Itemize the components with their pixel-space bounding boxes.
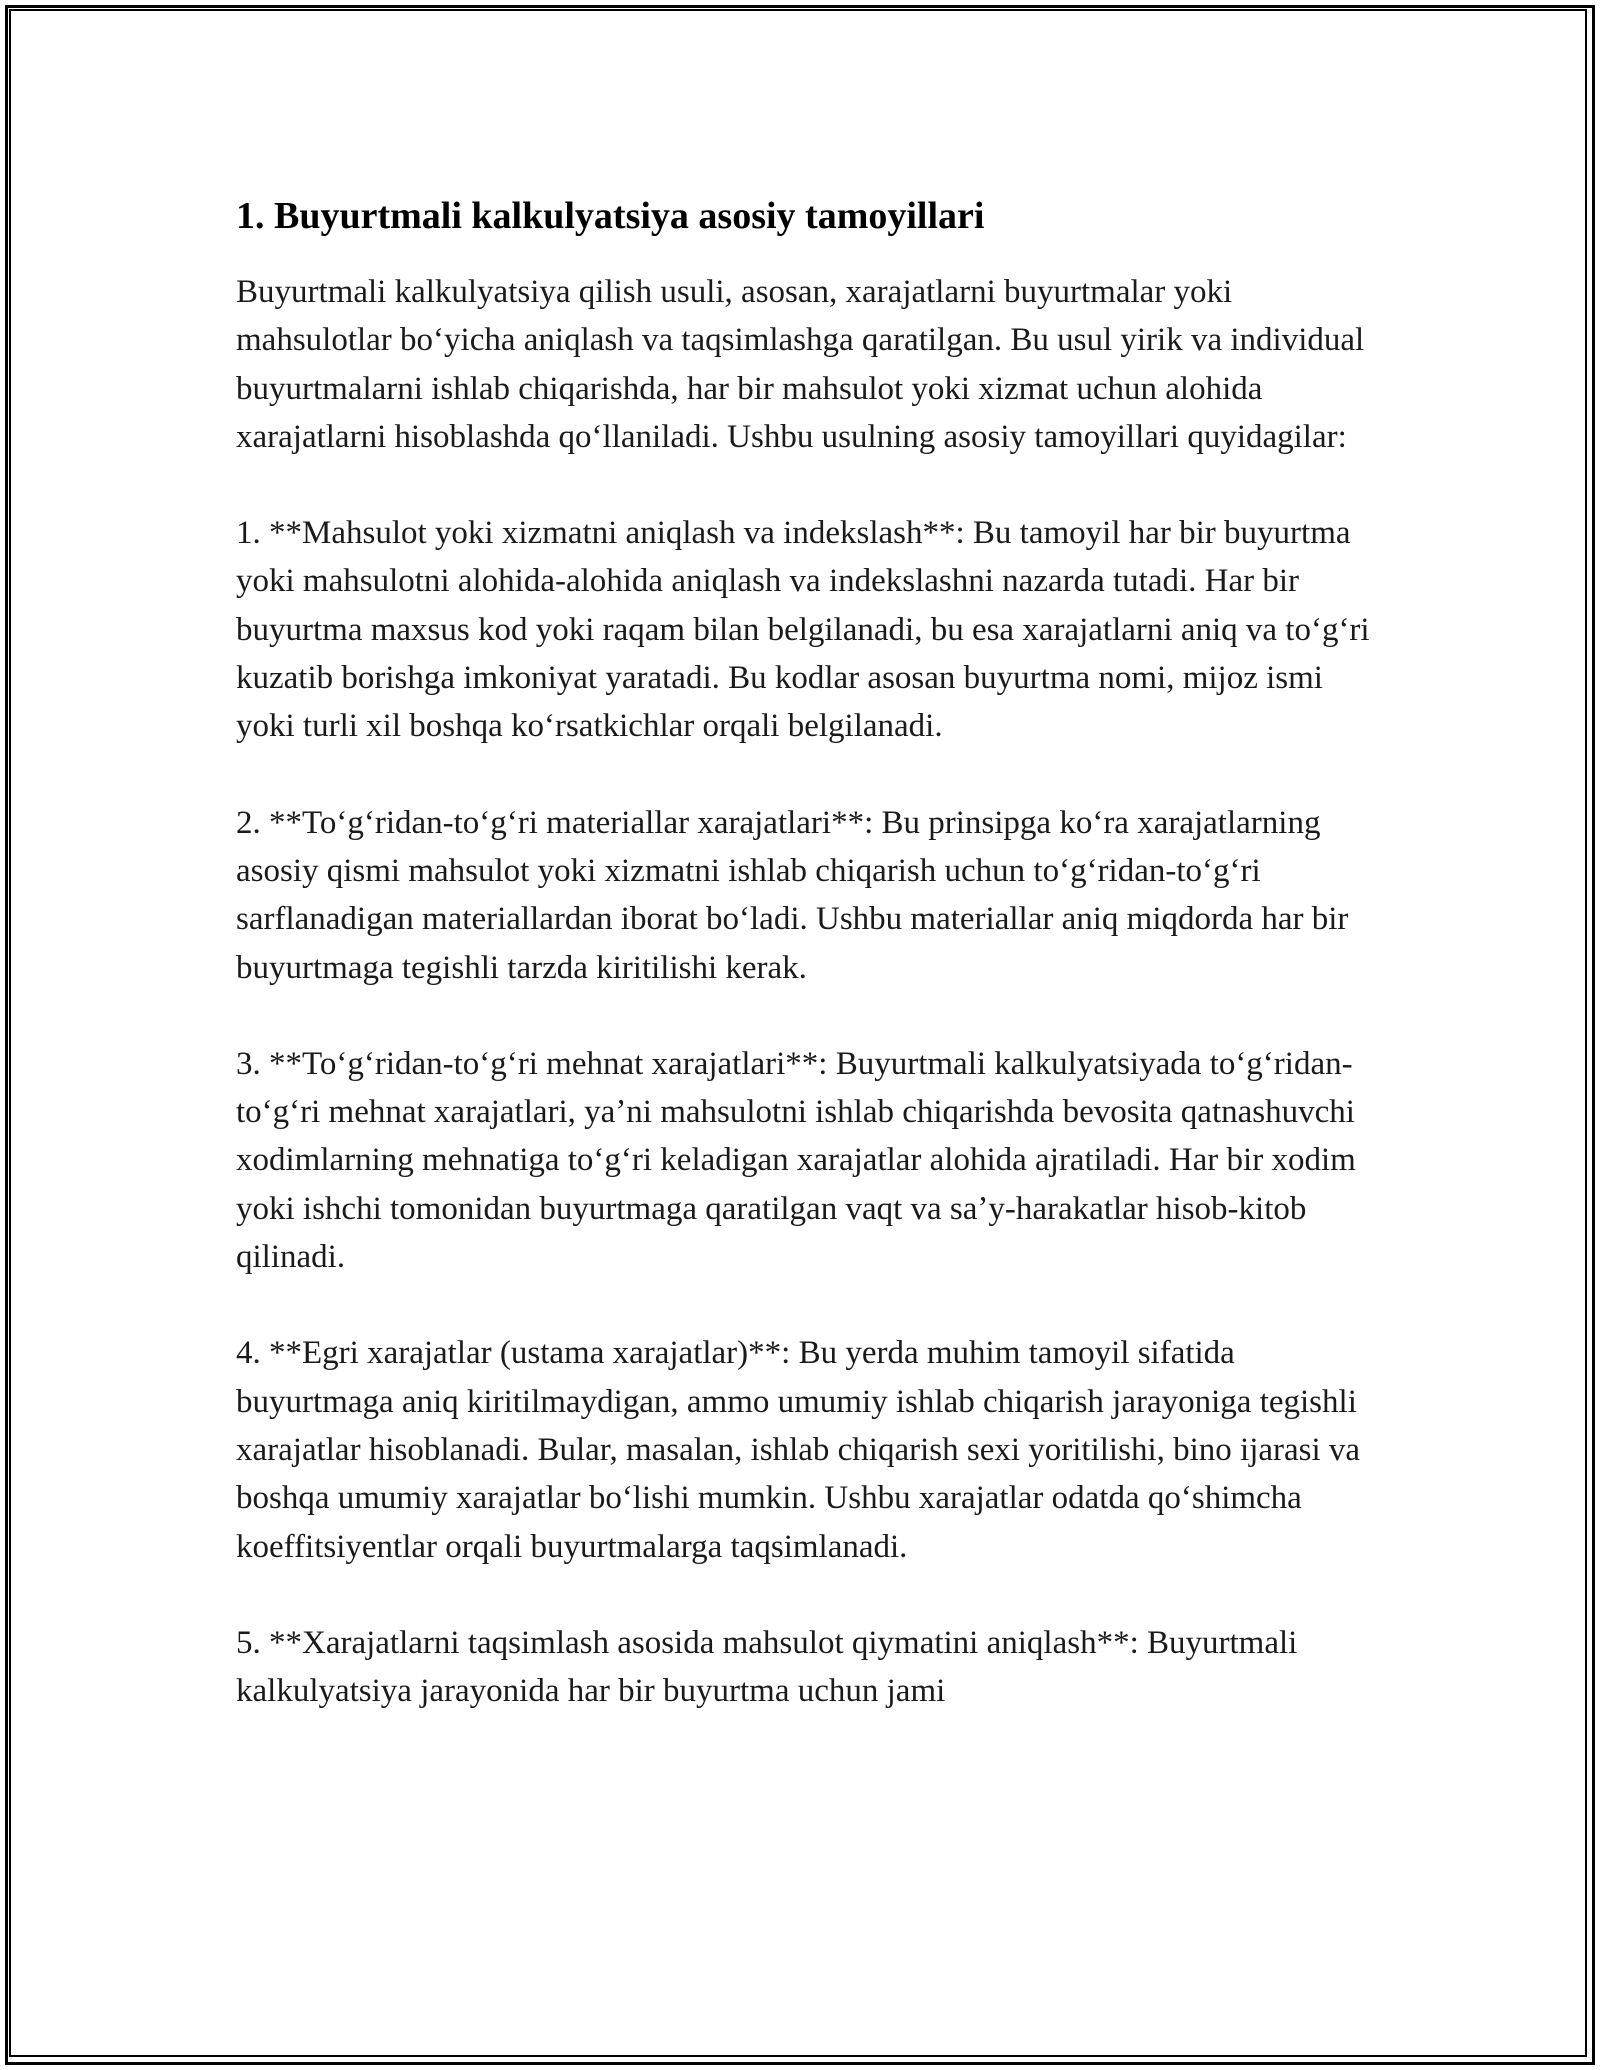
- principle-5-paragraph: 5. **Xarajatlarni taqsimlash asosida mahsulot qiymatini aniqlash**: Buyurtmali kalkulyatsiya jarayonida har bir buyurtma uchun jami: [236, 1624, 1298, 1710]
- principle-3-paragraph: 3. **Toʻgʻridan-toʻgʻri mehnat xarajatlari**: Buyurtmali kalkulyatsiyada toʻgʻridan-toʻgʻri mehnat xarajatlari, yaʼni mahsulotni ishlab chiqarishda bevosita qatnashuvchi xodimlarning mehnatiga toʻgʻri keladigan xarajatlar alohida ajratiladi. Har bir xodim yoki ishchi tomonidan buyurtmaga qaratilgan vaqt va saʼy-harakatlar hisob-kitob qilinadi.: [236, 1045, 1356, 1276]
- principle-4-paragraph: 4. **Egri xarajatlar (ustama xarajatlar)**: Bu yerda muhim tamoyil sifatida buyurtmaga aniq kiritilmaydigan, ammo umumiy ishlab chiqarish jarayoniga tegishli xarajatlar hisoblanadi. Bular, masalan, ishlab chiqarish sexi yoritilishi, bino ijarasi va boshqa umumiy xarajatlar boʻlishi mumkin. Ushbu xarajatlar odatda qoʻshimcha koeffitsiyentlar orqali buyurtmalarga taqsimlanadi.: [236, 1335, 1361, 1565]
- principle-2-paragraph: 2. **Toʻgʻridan-toʻgʻri materiallar xarajatlari**: Bu prinsipga koʻra xarajatlarning asosiy qismi mahsulot yoki xizmatni ishlab chiqarish uchun toʻgʻridan-toʻgʻri sarflanadigan materiallardan iborat boʻladi. Ushbu materiallar aniq miqdorda har bir buyurtmaga tegishli tarzda kiritilishi kerak.: [236, 804, 1349, 986]
- intro-paragraph: Buyurtmali kalkulyatsiya qilish usuli, asosan, xarajatlarni buyurtmalar yoki mahsulotlar boʻyicha aniqlash va taqsimlashga qaratilgan. Bu usul yirik va individual buyurtmalarni ishlab chiqarishda, har bir mahsulot yoki xizmat uchun alohida xarajatlarni hisoblashda qoʻllaniladi. Ushbu usulning asosiy tamoyillari quyidagilar:: [236, 274, 1365, 455]
- document-body: [236, 192, 1376, 1715]
- principle-1-paragraph: 1. **Mahsulot yoki xizmatni aniqlash va indekslash**: Bu tamoyil har bir buyurtma yoki mahsulotni alohida-alohida aniqlash va indekslashni nazarda tutadi. Har bir buyurtma maxsus kod yoki raqam bilan belgilanadi, bu esa xarajatlarni aniq va toʻgʻri kuzatib borishga imkoniyat yaratadi. Bu kodlar asosan buyurtma nomi, mijoz ismi yoki turli xil boshqa koʻrsatkichlar orqali belgilanadi.: [236, 515, 1370, 745]
- section-heading: 1. Buyurtmali kalkulyatsiya asosiy tamoyillari: [236, 195, 985, 237]
